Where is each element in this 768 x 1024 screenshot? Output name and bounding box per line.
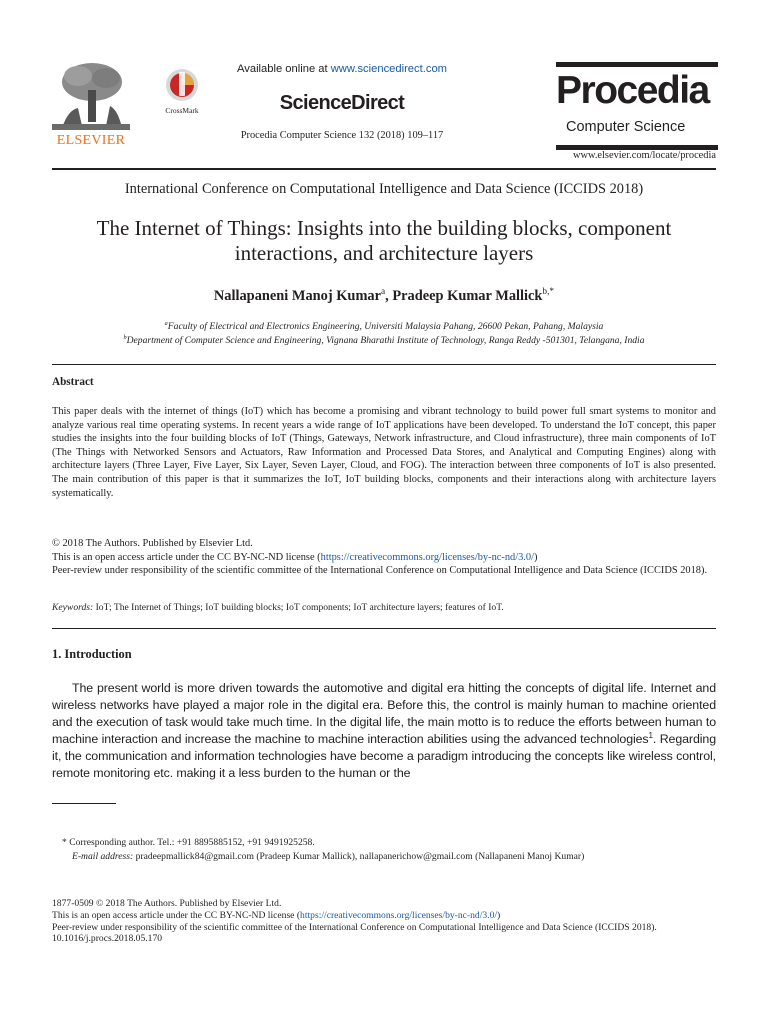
- footnote: [52, 836, 716, 863]
- corresponding-author-text: Corresponding author. Tel.: +91 8895885152, +91 9491925258.: [69, 837, 315, 848]
- introduction-paragraph: [52, 680, 716, 782]
- abstract-top-divider: [52, 364, 716, 365]
- email-text: pradeepmallick84@gmail.com (Pradeep Kumar Mallick), nallapanerichow@gmail.com (Nallapaneni Manoj Kumar): [133, 850, 585, 862]
- sciencedirect-wordmark: ScienceDirect: [279, 92, 405, 114]
- section-heading-introduction: 1. Introduction: [52, 647, 132, 661]
- author-2: Pradeep Kumar Mallick: [392, 288, 543, 304]
- author-list: [40, 288, 728, 305]
- author-1: Nallapaneni Manoj Kumar: [213, 288, 382, 304]
- crossmark-label: CrossMark: [165, 106, 199, 115]
- affiliation-a-marker: a: [164, 319, 168, 327]
- sciencedirect-link[interactable]: www.sciencedirect.com: [330, 63, 447, 75]
- affiliation-b: [40, 334, 728, 348]
- available-online-prefix: Available online at: [237, 63, 331, 75]
- open-access-prefix: This is an open access article under the CC BY-NC-ND license (: [52, 551, 321, 563]
- crossmark-badge[interactable]: [158, 66, 206, 120]
- bottom-license-link[interactable]: https://creativecommons.org/licenses/by-nc-nd/3.0/: [300, 909, 498, 921]
- elsevier-tree-icon: [48, 58, 134, 132]
- affiliations: [40, 320, 728, 347]
- journal-url[interactable]: www.elsevier.com/locate/procedia: [572, 150, 716, 161]
- paper-title-line2: interactions, and architecture layers: [234, 241, 534, 265]
- author-separator: ,: [385, 288, 393, 304]
- abstract-bottom-divider: [52, 628, 716, 629]
- bottom-info: [52, 898, 716, 945]
- email-line: [52, 850, 716, 864]
- footnote-reference[interactable]: 1: [648, 730, 653, 740]
- abstract-heading: Abstract: [52, 376, 94, 388]
- procedia-logo: [556, 62, 718, 150]
- procedia-subtitle: Computer Science: [566, 119, 686, 135]
- affiliation-a: [40, 320, 728, 334]
- introduction-text-2: . Regarding it, the communication and information technologies have become a paradigm introducing the concepts like wireless control, remote monitoring etc. making it a less burden to the human or the: [52, 732, 716, 780]
- bottom-peer-review: Peer-review under responsibility of the scientific committee of the International Conference on Computational Intelligence and Data Science (ICCIDS 2018).: [52, 921, 657, 933]
- elsevier-wordmark: ELSEVIER: [56, 133, 126, 148]
- affiliation-b-marker: b: [123, 333, 127, 341]
- bottom-open-access-prefix: This is an open access article under the CC BY-NC-ND license (: [52, 909, 301, 921]
- abstract-copyright-block: [52, 537, 716, 578]
- abstract-open-access: [52, 551, 716, 565]
- available-online: [210, 63, 474, 75]
- license-link[interactable]: https://creativecommons.org/licenses/by-nc-nd/3.0/: [320, 551, 534, 563]
- footnote-separator: [52, 803, 116, 804]
- header-divider: [52, 168, 716, 170]
- conference-name: International Conference on Computational Intelligence and Data Science (ICCIDS 2018): [124, 181, 644, 197]
- journal-citation: Procedia Computer Science 132 (2018) 109–117: [240, 130, 444, 141]
- bottom-open-access-suffix: ): [497, 909, 501, 921]
- abstract-peer-review: Peer-review under responsibility of the scientific committee of the International Conference on Computational Intelligence and Data Science (ICCIDS 2018).: [52, 565, 708, 577]
- procedia-title: Procedia: [556, 69, 709, 112]
- paper-title: [40, 216, 728, 266]
- affiliation-b-text: Department of Computer Science and Engineering, Vignana Bharathi Institute of Technology, Ranga Reddy -501301, Telangana, India: [126, 334, 645, 346]
- open-access-suffix: ): [534, 551, 538, 563]
- issn-line: 1877-0509 © 2018 The Authors. Published by Elsevier Ltd.: [52, 898, 282, 909]
- author-2-affiliation: b,*: [542, 287, 555, 298]
- abstract-text: This paper deals with the internet of things (IoT) which has become a promising and vibrant technology to build power full smart systems to monitor and analyze various real time operating systems. In recent years a wide range of IoT applications have been developed. To understand the IoT concept, this paper studies the insights into the four building blocks of IoT (Things, Gateways, Network infrastructure, and Cloud infrastructure), three main components of IoT (The Things with Networked Sensors and Actuators, Raw Information and Processed Data Stores, and Analytical and Computing Engines) along with architecture layers (Three Layer, Five Layer, Six Layer, Seven Layer, Cloud, and FOG). The interaction between three components of IoT is also presented. The main contribution of this paper is that it summarizes the IoT, IoT building blocks, components and their interactions along with architecture layers systematically.: [52, 406, 716, 499]
- keywords-text: IoT; The Internet of Things; IoT building blocks; IoT components; IoT architecture layers; features of IoT.: [93, 602, 504, 613]
- author-1-affiliation: a: [381, 287, 386, 298]
- corresponding-author: [52, 836, 716, 850]
- introduction-text-1: The present world is more driven towards the automotive and digital era hitting the concepts of digital life. Internet and wireless networks have played a major role in the digital era. Before this, the control is mainly human to machine oriented and the execution of task would take much time. In the digital life, the main motto is to reduce the efforts between human to machine interaction and increase the machine to machine interaction abilities using the advanced technologies: [52, 681, 716, 746]
- elsevier-logo[interactable]: [48, 58, 134, 150]
- email-label: E-mail address:: [72, 850, 134, 862]
- bottom-open-access: [52, 910, 716, 922]
- abstract-copyright: © 2018 The Authors. Published by Elsevier Ltd.: [52, 538, 253, 549]
- affiliation-a-text: Faculty of Electrical and Electronics Engineering, Universiti Malaysia Pahang, 26600 Pekan, Pahang, Malaysia: [167, 321, 604, 332]
- keywords-label: Keywords:: [52, 602, 94, 613]
- crossmark-icon: [158, 66, 206, 106]
- doi[interactable]: 10.1016/j.procs.2018.05.170: [52, 933, 163, 945]
- footnote-star: *: [62, 837, 70, 848]
- keywords: [52, 602, 716, 613]
- paper-title-line1: The Internet of Things: Insights into the building blocks, component: [96, 216, 672, 240]
